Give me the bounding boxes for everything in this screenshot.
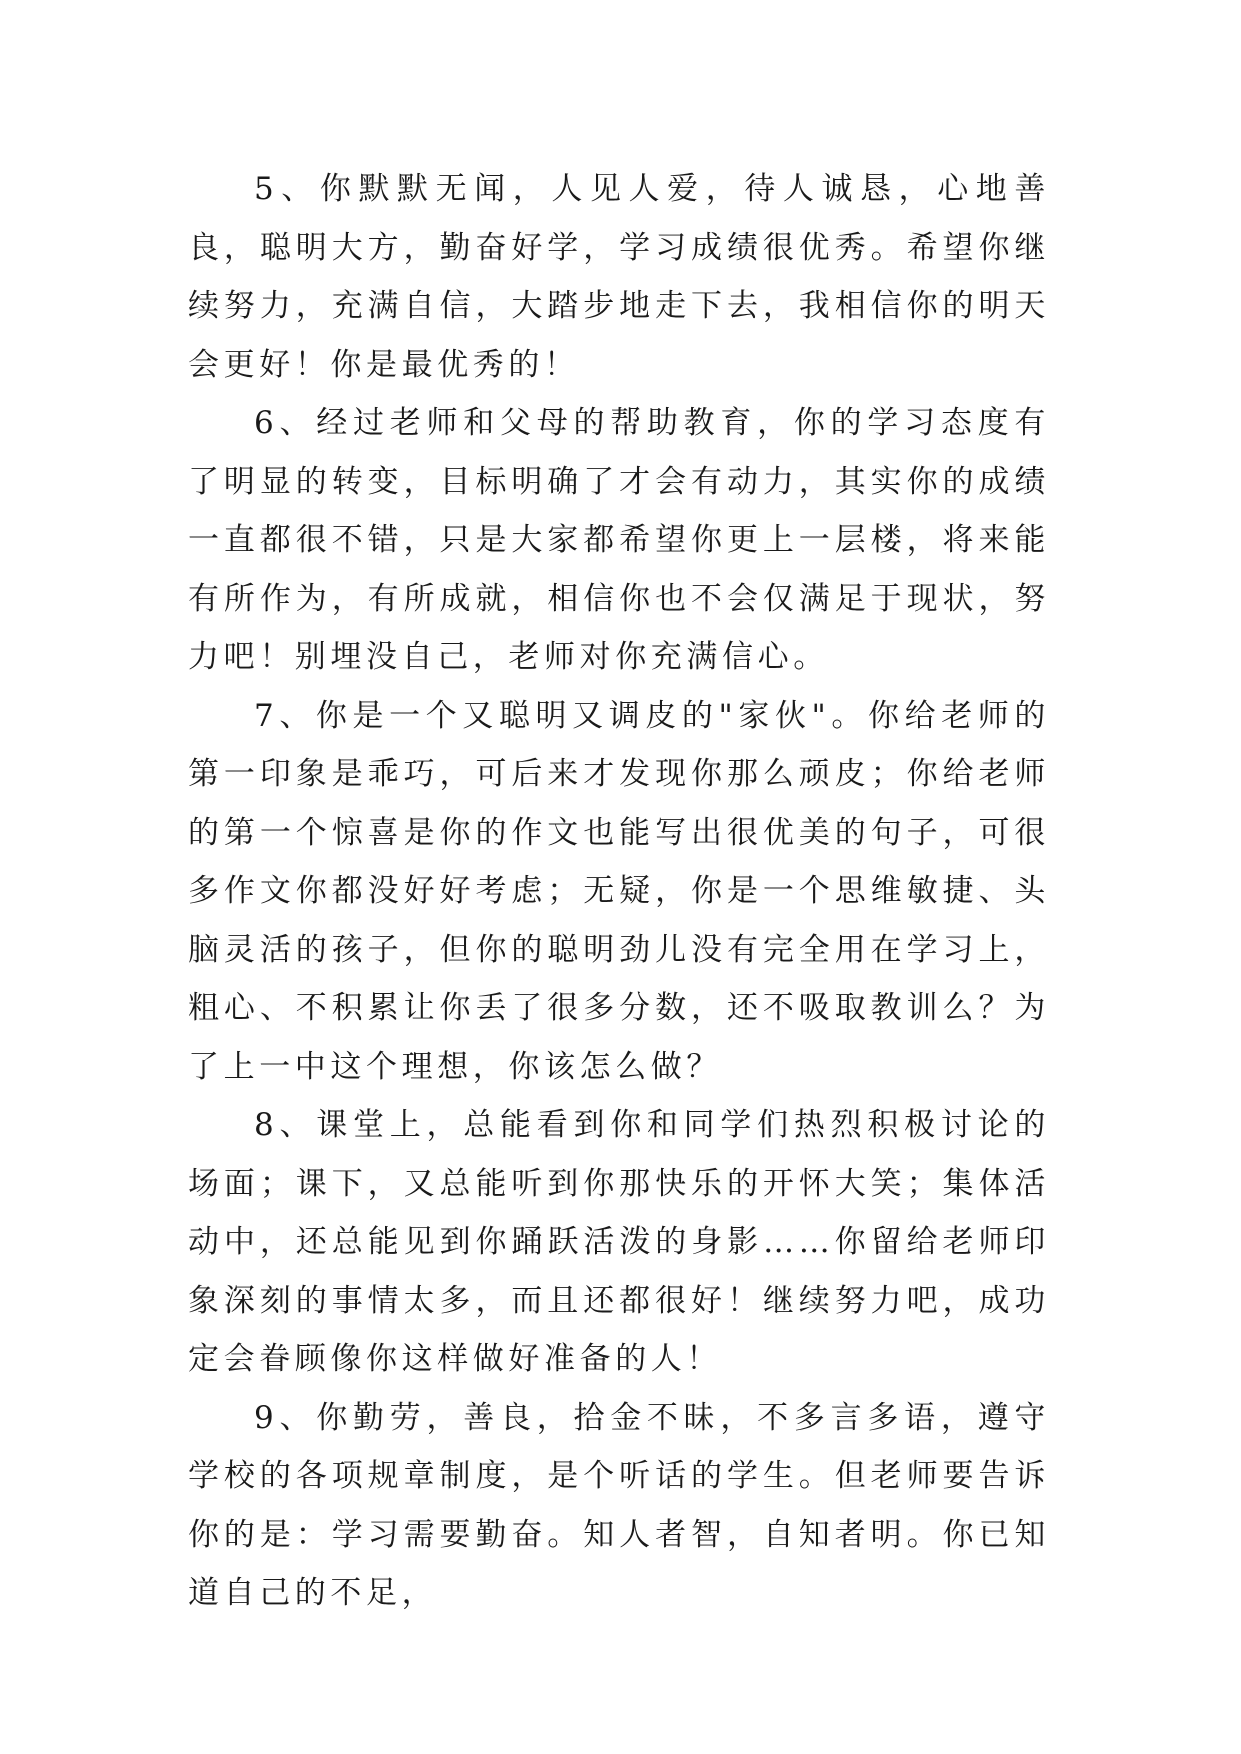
paragraph-8: 8、课堂上，总能看到你和同学们热烈积极讨论的场面；课下，又总能听到你那快乐的开怀大笑；集体活动中，还总能见到你踊跃活泼的身影……你留给老师印象深刻的事情太多，而且还都很好！继续努力吧，成功定会眷顾像你这样做好准备的人！ bbox=[188, 1107, 1050, 1377]
paragraph-5: 5、你默默无闻，人见人爱，待人诚恳，心地善良，聪明大方，勤奋好学，学习成绩很优秀。希望你继续努力，充满自信，大踏步地走下去，我相信你的明天会更好！你是最优秀的！ bbox=[188, 171, 1050, 383]
paragraph-6: 6、经过老师和父母的帮助教育，你的学习态度有了明显的转变，目标明确了才会有动力，其实你的成绩一直都很不错，只是大家都希望你更上一层楼，将来能有所作为，有所成就，相信你也不会仅满足于现状，努力吧！别埋没自己，老师对你充满信心。 bbox=[188, 405, 1050, 675]
document-body bbox=[188, 160, 1050, 1623]
paragraph-7: 7、你是一个又聪明又调皮的"家伙"。你给老师的第一印象是乖巧，可后来才发现你那么顽皮；你给老师的第一个惊喜是你的作文也能写出很优美的句子，可很多作文你都没好好考虑；无疑，你是一个思维敏捷、头脑灵活的孩子，但你的聪明劲儿没有完全用在学习上，粗心、不积累让你丢了很多分数，还不吸取教训么？为了上一中这个理想，你该怎么做？ bbox=[188, 697, 1050, 1085]
paragraph-9: 9、你勤劳，善良，拾金不昧，不多言多语，遵守学校的各项规章制度，是个听话的学生。但老师要告诉你的是：学习需要勤奋。知人者智，自知者明。你已知道自己的不足， bbox=[188, 1399, 1050, 1611]
